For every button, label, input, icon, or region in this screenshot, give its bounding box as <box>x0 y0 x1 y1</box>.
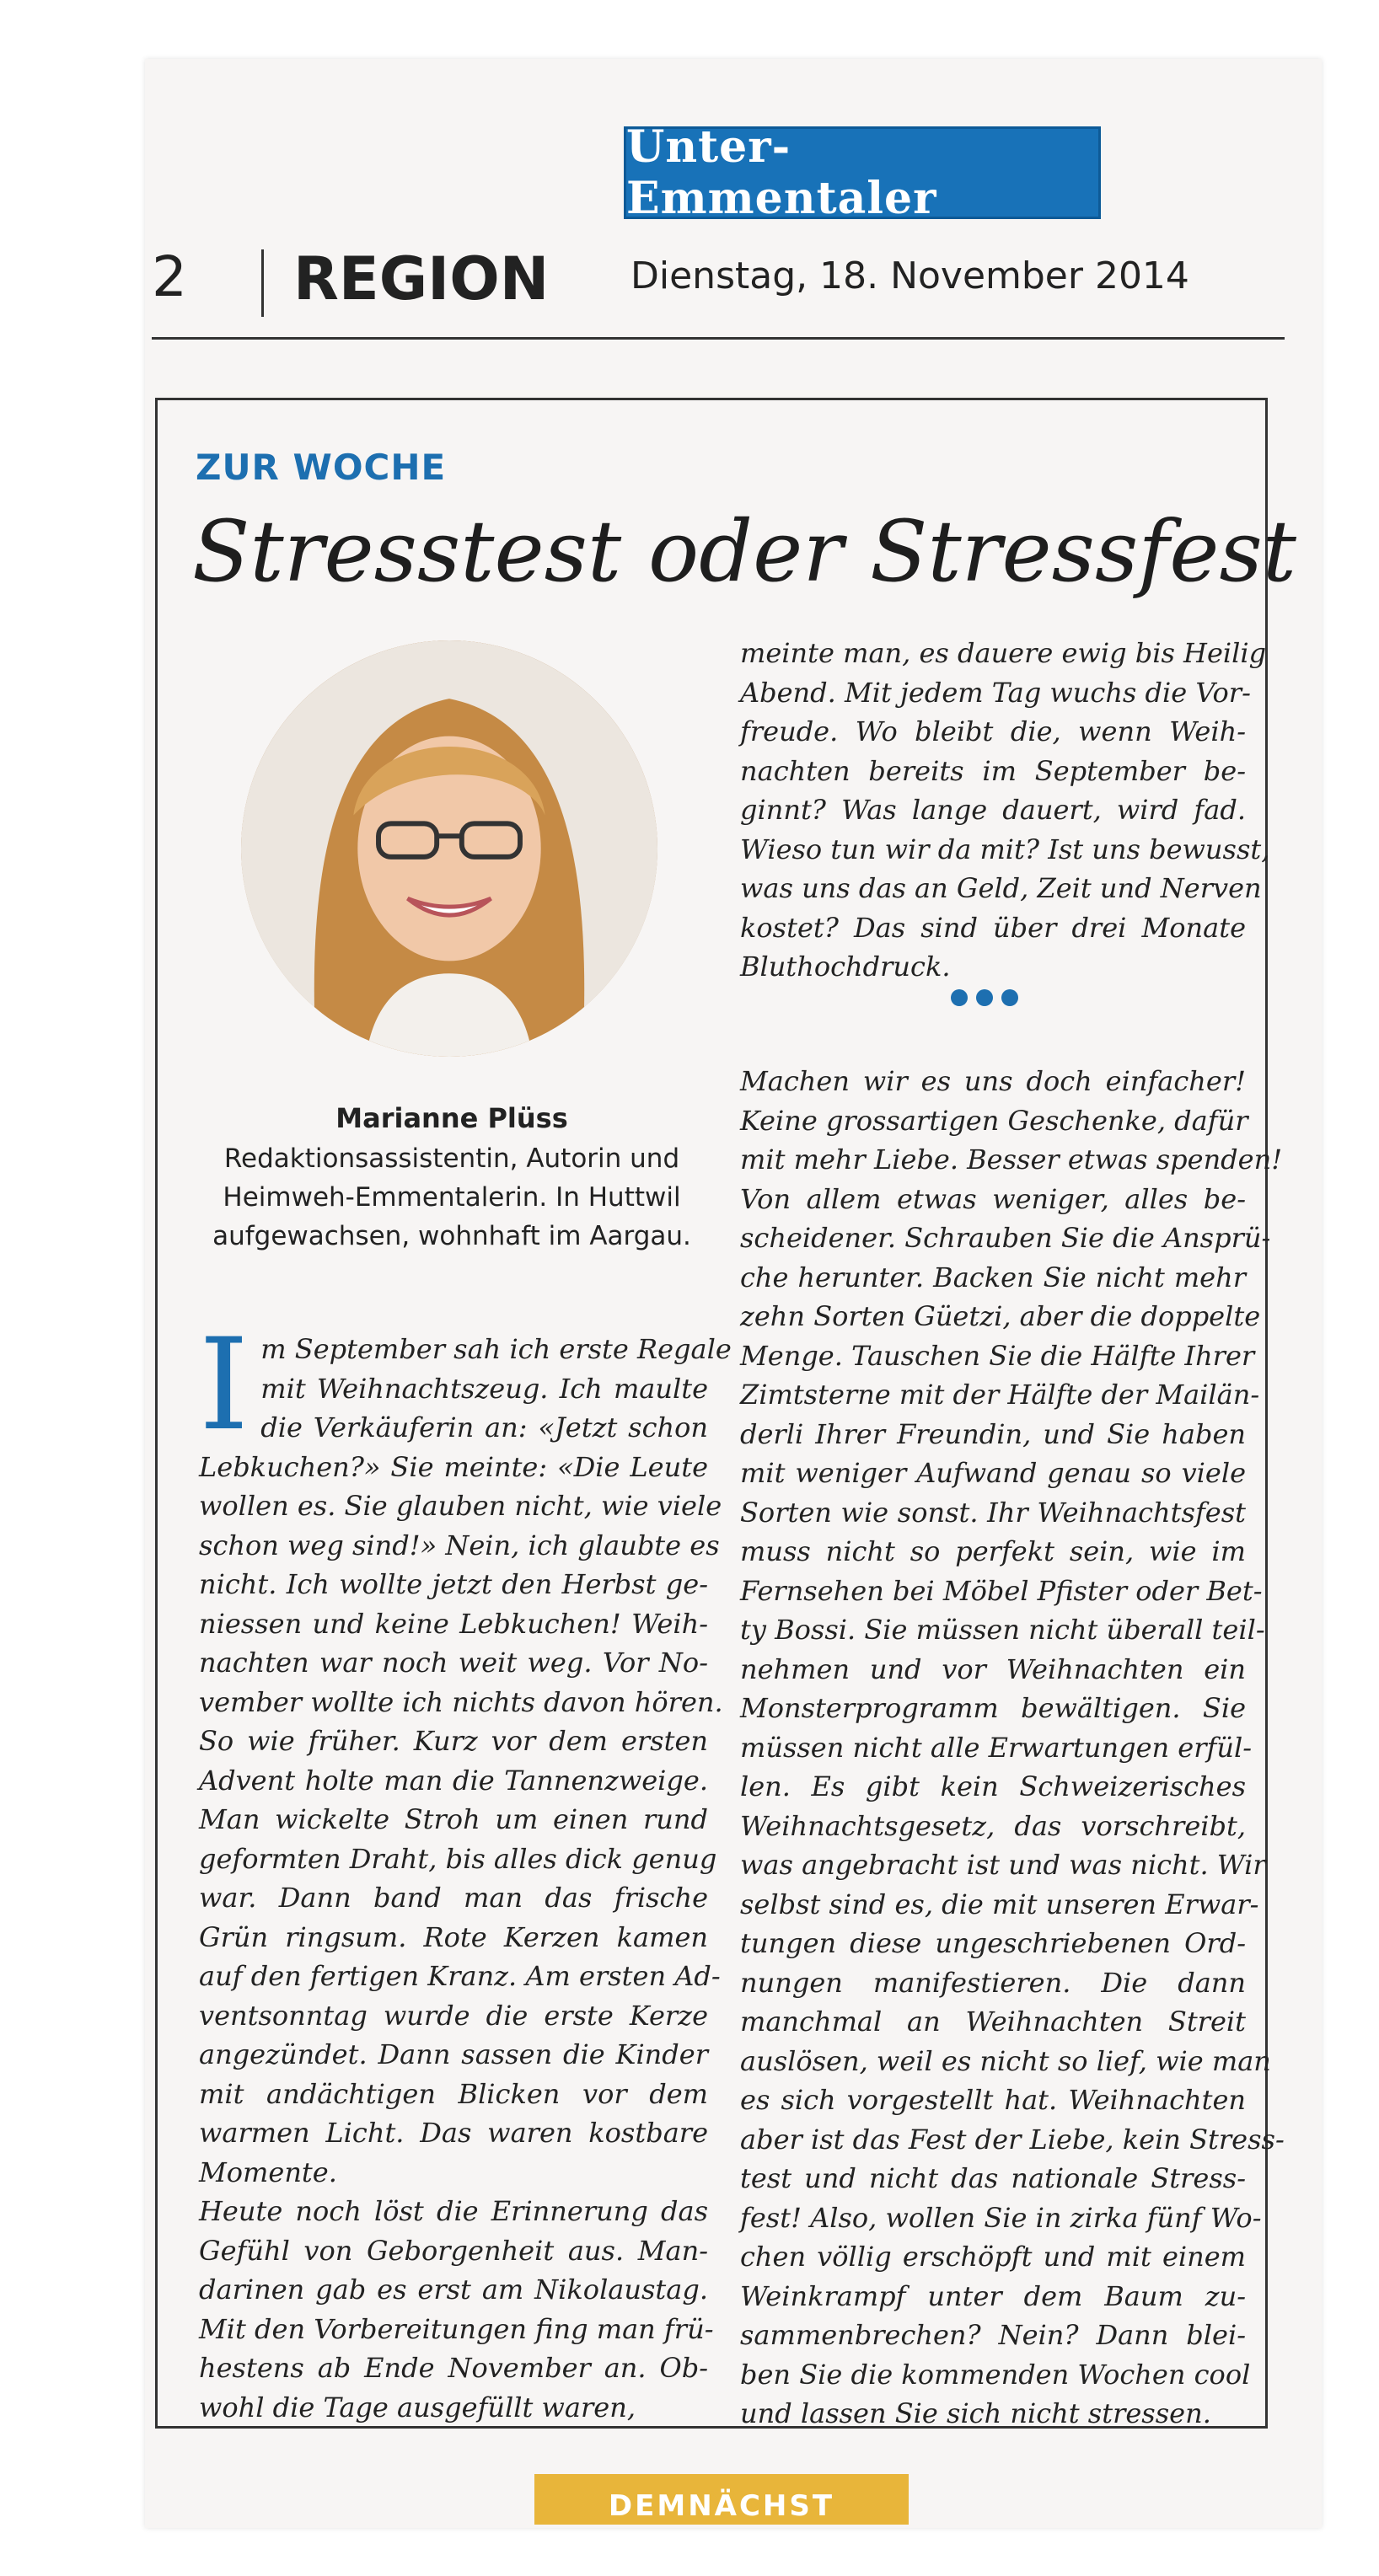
article-column-right-top <box>740 634 1270 987</box>
footer-teaser-tab <box>534 2474 909 2525</box>
text-line: was uns das an Geld, Zeit und Nerven <box>740 872 1262 904</box>
text-line: die Verkäuferin an: «Jetzt schon <box>260 1411 708 1443</box>
text-line: chen völlig erschöpft und mit einem <box>740 2241 1246 2273</box>
text-line: nachten bereits im September be- <box>740 754 1246 787</box>
text-line: kostet? Das sind über drei Monate <box>740 911 1246 944</box>
text-line: wollen es. Sie glauben nicht, wie viele <box>199 1490 722 1522</box>
text-line: So wie früher. Kurz vor dem ersten <box>199 1725 708 1757</box>
text-line: nungen manifestieren. Die dann <box>740 1966 1246 1999</box>
left-column-text <box>199 1312 732 2427</box>
text-line: schon weg sind!» Nein, ich glaubte es <box>199 1529 720 1561</box>
masthead-logo <box>624 121 1101 224</box>
text-line: meinte man, es dauere ewig bis Heilig <box>740 637 1267 669</box>
text-line: Abend. Mit jedem Tag wuchs die Vor- <box>740 676 1251 709</box>
text-line: war. Dann band man das frische <box>199 1882 708 1914</box>
text-line: zehn Sorten Güetzi, aber die doppelte <box>740 1300 1261 1332</box>
text-line: müssen nicht alle Erwartungen erfül- <box>740 1731 1253 1764</box>
text-line: scheidener. Schrauben Sie die Ansprü- <box>740 1222 1271 1254</box>
text-line: Bluthochdruck. <box>740 951 951 983</box>
text-line: Weinkrampf unter dem Baum zu- <box>740 2279 1246 2312</box>
text-line: Zimtsterne mit der Hälfte der Mailän- <box>740 1379 1260 1411</box>
article-column-right-bottom <box>740 1062 1285 2434</box>
text-line: Gefühl von Geborgenheit aus. Man- <box>199 2234 708 2267</box>
text-line: auslösen, weil es nicht so lief, wie man <box>740 2044 1271 2077</box>
text-line: test und nicht das nationale Stress- <box>740 2162 1246 2194</box>
section-title: REGION <box>293 244 550 313</box>
text-line: selbst sind es, die mit unseren Erwar- <box>740 1888 1259 1920</box>
text-line: manchmal an Weihnachten Streit <box>740 2006 1246 2038</box>
text-line: was angebracht ist und was nicht. Wir <box>740 1849 1266 1881</box>
text-line: Von allem etwas weniger, alles be- <box>740 1182 1246 1215</box>
text-line: Mit den Vorbereitungen fing man frü- <box>199 2312 714 2345</box>
author-portrait <box>241 640 657 1057</box>
article-headline: Stresstest oder Stressfest <box>192 502 1296 601</box>
text-line: geformten Draht, bis alles dick genug <box>199 1842 717 1875</box>
author-bio-line: Heimweh-Emmentalerin. In Huttwil <box>223 1182 681 1213</box>
author-bio <box>190 1139 713 1256</box>
section-divider-dots <box>951 989 1018 1006</box>
text-line: nachten war noch weit weg. Vor No- <box>199 1647 708 1679</box>
header-separator <box>261 249 264 317</box>
text-line: Menge. Tauschen Sie die Hälfte Ihrer <box>740 1339 1255 1372</box>
text-line: muss nicht so perfekt sein, wie im <box>740 1535 1246 1567</box>
article-kicker: ZUR WOCHE <box>196 447 447 488</box>
text-line: mit andächtigen Blicken vor dem <box>199 2077 708 2110</box>
text-line: Advent holte man die Tannenzweige. <box>199 1764 708 1797</box>
text-line: fest! Also, wollen Sie in zirka fünf Wo- <box>740 2201 1262 2234</box>
text-line: nehmen und vor Weihnachten ein <box>740 1652 1246 1685</box>
text-line: ben Sie die kommenden Wochen cool <box>740 2358 1251 2391</box>
text-line: derli Ihrer Freundin, und Sie haben <box>740 1417 1246 1450</box>
issue-date: Dienstag, 18. November 2014 <box>630 254 1189 297</box>
text-line: ventsonntag wurde die erste Kerze <box>199 1999 708 2032</box>
text-line: freude. Wo bleibt die, wenn Weih- <box>740 715 1246 747</box>
text-line: mit weniger Aufwand genau so viele <box>740 1457 1246 1489</box>
right-column-top-text <box>740 634 1270 987</box>
text-line: und lassen Sie sich nicht stressen. <box>740 2397 1211 2429</box>
text-line: Lebkuchen?» Sie meinte: «Die Leute <box>199 1450 708 1483</box>
text-line: ty Bossi. Sie müssen nicht überall teil- <box>740 1614 1265 1646</box>
text-line: Machen wir es uns doch einfacher! <box>740 1065 1246 1097</box>
right-column-bottom-text <box>740 1062 1285 2434</box>
text-line: aber ist das Fest der Liebe, kein Stress- <box>740 2123 1285 2156</box>
text-line: darinen gab es erst am Nikolaustag. <box>199 2273 708 2306</box>
text-line: len. Es gibt kein Schweizerisches <box>740 1770 1246 1802</box>
divider-dot <box>976 989 993 1006</box>
drop-cap: I <box>199 1312 250 1459</box>
text-line: che herunter. Backen Sie nicht mehr <box>740 1261 1246 1293</box>
divider-dot <box>1001 989 1018 1006</box>
author-bio-line: aufgewachsen, wohnhaft im Aargau. <box>212 1221 691 1251</box>
text-line: Heute noch löst die Erinnerung das <box>199 2195 708 2227</box>
text-line: sammenbrechen? Nein? Dann blei- <box>740 2319 1246 2351</box>
text-line: es sich vorgestellt hat. Weihnachten <box>740 2084 1246 2116</box>
text-line: mit Weihnachtszeug. Ich maulte <box>260 1372 708 1405</box>
author-bio-line: Redaktionsassistentin, Autorin und <box>223 1143 680 1174</box>
text-line: ginnt? Was lange dauert, wird fad. <box>740 794 1246 826</box>
divider-dot <box>951 989 968 1006</box>
article-column-left <box>199 1312 732 2427</box>
text-line: tungen diese ungeschriebenen Ord- <box>740 1927 1246 1959</box>
text-line: Momente. <box>199 2156 337 2188</box>
header-rule <box>152 337 1285 340</box>
footer-teaser-label: DEMNÄCHST <box>608 2489 835 2523</box>
masthead-title: Unter-Emmentaler <box>626 121 937 224</box>
portrait-illustration <box>241 640 657 1057</box>
text-line: warmen Licht. Das waren kostbare <box>199 2117 708 2149</box>
text-line: Wieso tun wir da mit? Ist uns bewusst, <box>740 833 1270 865</box>
text-line: Weihnachtsgesetz, das vorschreibt, <box>740 1809 1246 1842</box>
page-number: 2 <box>152 244 187 309</box>
text-line: Keine grossartigen Geschenke, dafür <box>740 1104 1248 1137</box>
text-line: Man wickelte Stroh um einen rund <box>199 1803 708 1835</box>
text-line: Fernsehen bei Möbel Pfister oder Bet- <box>740 1574 1263 1607</box>
text-line: m September sah ich erste Regale <box>260 1333 732 1365</box>
text-line: Sorten wie sonst. Ihr Weihnachtsfest <box>740 1496 1246 1529</box>
text-line: hestens ab Ende November an. Ob- <box>199 2352 708 2384</box>
text-line: niessen und keine Lebkuchen! Weih- <box>199 1607 708 1640</box>
text-line: angezündet. Dann sassen die Kinder <box>199 2038 708 2070</box>
text-line: nicht. Ich wollte jetzt den Herbst ge- <box>199 1568 708 1600</box>
text-line: Grün ringsum. Rote Kerzen kamen <box>199 1920 708 1953</box>
text-line: wohl die Tage ausgefüllt waren, <box>199 2391 636 2423</box>
author-name: Marianne Plüss <box>335 1102 568 1134</box>
text-line: Monsterprogramm bewältigen. Sie <box>740 1692 1246 1724</box>
text-line: mit mehr Liebe. Besser etwas spenden! <box>740 1143 1283 1176</box>
text-line: auf den fertigen Kranz. Am ersten Ad- <box>199 1960 721 1992</box>
text-line: vember wollte ich nichts davon hören. <box>199 1685 723 1718</box>
